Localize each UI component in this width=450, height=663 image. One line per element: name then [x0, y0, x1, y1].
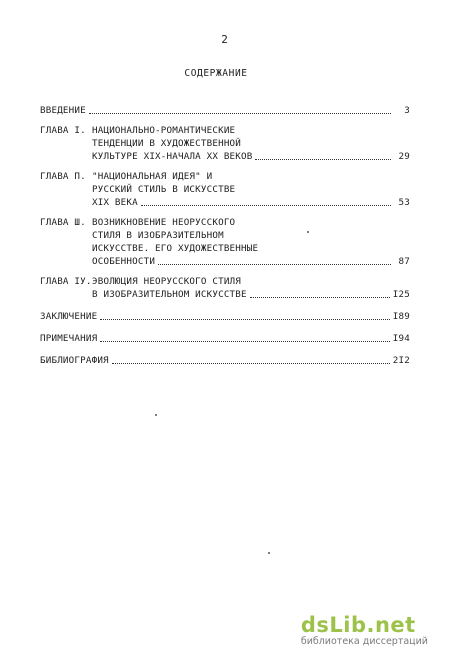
- dot-leader: [100, 340, 389, 342]
- toc-line: [40, 196, 410, 209]
- toc-page-number: I94: [392, 333, 410, 344]
- dot-leader: [141, 204, 391, 206]
- dot-leader: [100, 318, 389, 320]
- toc-page-number: I89: [392, 311, 410, 322]
- toc-page-number: 53: [398, 197, 410, 208]
- toc-entry: [40, 170, 410, 209]
- scan-speck: [268, 552, 270, 554]
- toc-entry-text: ПРИМЕЧАНИЯ: [40, 333, 98, 344]
- toc-entry: [40, 354, 410, 367]
- toc-entry-text: ВОЗНИКНОВЕНИЕ НЕОРУССКОГО: [92, 217, 236, 228]
- toc-chapter-label: ГЛАВА Ш.: [40, 217, 86, 228]
- scan-speck: [307, 231, 309, 233]
- toc-chapter-label: ГЛАВА П.: [40, 171, 86, 182]
- toc-page-number: 29: [398, 151, 410, 162]
- toc-spacer: [40, 301, 410, 310]
- page-title: СОДЕРЖАНИЕ: [184, 68, 248, 79]
- toc-line: [40, 216, 410, 229]
- toc-page-number: I25: [392, 289, 410, 300]
- toc-line: [40, 229, 410, 242]
- toc-entry-text: ЭВОЛЮЦИЯ НЕОРУССКОГО СТИЛЯ: [92, 276, 242, 287]
- toc-entry-text: СТИЛЯ В ИЗОБРАЗИТЕЛЬНОМ: [92, 230, 224, 241]
- toc-line: [40, 288, 410, 301]
- toc-entry: [40, 216, 410, 268]
- watermark-logo: dsLib.net: [300, 613, 416, 637]
- toc-line: [40, 124, 410, 137]
- watermark-subtitle: библиотека диссертаций: [300, 636, 428, 647]
- dot-leader: [112, 362, 390, 364]
- toc-entry-text: НАЦИОНАЛЬНО-РОМАНТИЧЕСКИЕ: [92, 125, 236, 136]
- toc-entry-text: КУЛЬТУРЕ XIX-НАЧАЛА XX ВЕКОВ: [92, 151, 253, 162]
- toc-line: [40, 255, 410, 268]
- toc-line: [40, 150, 410, 163]
- toc-entry-text: РУССКИЙ СТИЛЬ В ИСКУССТВЕ: [92, 184, 236, 195]
- toc-line: [40, 275, 410, 288]
- toc-spacer: [40, 117, 410, 124]
- toc-entry-text: XIX ВЕКА: [92, 197, 138, 208]
- table-of-contents: [40, 104, 410, 367]
- toc-line: [40, 332, 410, 345]
- watermark: [301, 613, 428, 647]
- toc-line: [40, 137, 410, 150]
- toc-line: [40, 310, 410, 323]
- toc-chapter-label: ГЛАВА I.: [40, 125, 86, 136]
- toc-page-number: 87: [398, 256, 410, 267]
- toc-spacer: [40, 323, 410, 332]
- toc-entry-text: ИСКУССТВЕ. ЕГО ХУДОЖЕСТВЕННЫЕ: [92, 243, 259, 254]
- toc-entry: [40, 275, 410, 301]
- toc-entry-text: ТЕНДЕНЦИИ В ХУДОЖЕСТВЕННОЙ: [92, 138, 242, 149]
- toc-entry: [40, 310, 410, 323]
- scan-speck: [155, 414, 157, 416]
- toc-entry-text: ВВЕДЕНИЕ: [40, 105, 86, 116]
- toc-entry: [40, 104, 410, 117]
- dot-leader: [158, 263, 391, 265]
- toc-line: [40, 183, 410, 196]
- dot-leader: [89, 112, 391, 114]
- toc-page-number: 2I2: [392, 355, 410, 366]
- toc-entry-text: ОСОБЕННОСТИ: [92, 256, 156, 267]
- toc-entry-text: БИБЛИОГРАФИЯ: [40, 355, 109, 366]
- toc-chapter-label: ГЛАВА IУ.: [40, 276, 92, 287]
- toc-entry-text: В ИЗОБРАЗИТЕЛЬНОМ ИСКУССТВЕ: [92, 289, 247, 300]
- toc-line: [40, 354, 410, 367]
- toc-entry-text: "НАЦИОНАЛЬНАЯ ИДЕЯ" И: [92, 171, 213, 182]
- dot-leader: [250, 296, 390, 298]
- toc-spacer: [40, 209, 410, 216]
- toc-spacer: [40, 268, 410, 275]
- toc-line: [40, 170, 410, 183]
- toc-entry: [40, 124, 410, 163]
- toc-line: [40, 104, 410, 117]
- toc-spacer: [40, 163, 410, 170]
- toc-entry-text: ЗАКЛЮЧЕНИЕ: [40, 311, 98, 322]
- toc-line: [40, 242, 410, 255]
- toc-entry: [40, 332, 410, 345]
- toc-spacer: [40, 345, 410, 354]
- dot-leader: [255, 158, 391, 160]
- toc-page-number: 3: [404, 105, 410, 116]
- page-number: 2: [221, 33, 229, 46]
